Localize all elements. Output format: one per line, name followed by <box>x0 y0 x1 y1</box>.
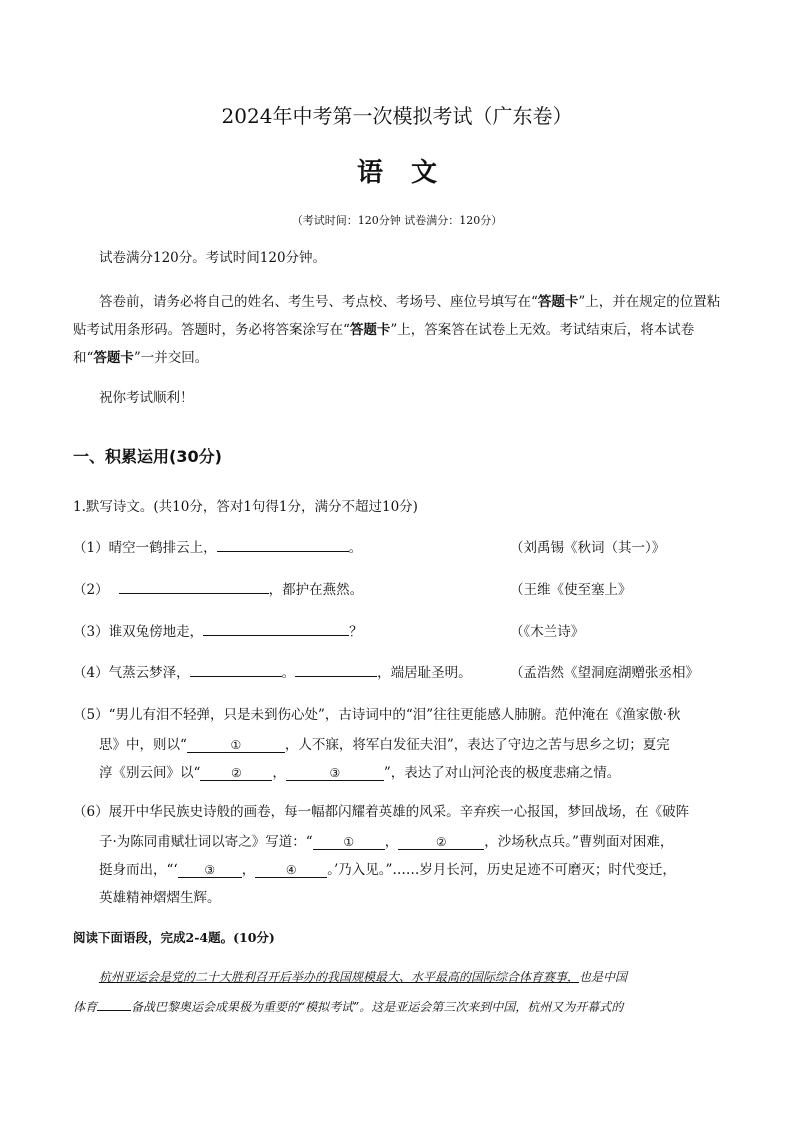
question-1-intro: 1.默写诗文。(共10分，答对1句得1分，满分不超过10分) <box>73 499 418 515</box>
answer-blank[interactable]: ① <box>187 738 285 753</box>
q1-item-2: （2） ，都护在燕然。 <box>73 578 363 598</box>
answer-blank[interactable]: ② <box>200 766 272 781</box>
q1-item-5-line-3: 淳《别云间》以“ ② ， ③ ”，表达了对山河沦丧的极度悲痛之情。 <box>99 765 621 781</box>
q1-source-1: （刘禹锡《秋词（其一）》 <box>510 540 666 556</box>
answer-blank[interactable] <box>190 662 282 677</box>
time-info: （考试时间：120分钟 试卷满分：120分） <box>291 214 503 227</box>
q1-item-6-line-4: 英雄精神熠熠生辉。 <box>99 890 221 906</box>
q1-item-3: （3）谁双兔傍地走， ？ <box>73 620 363 640</box>
answer-blank[interactable]: ③ <box>178 863 242 878</box>
note-instructions: 答卷前，请务必将自己的姓名、考生号、考点校、考场号、座位号填写在“答题卡”上，并在规定的位置粘贴考试用条形码。答题时，务必将答案涂写在“答题卡”上，答案答在试卷上无效。考试结束后，将本试卷和“答题卡”一并交回。 <box>73 294 721 366</box>
subject-title: 语文 <box>356 158 465 188</box>
q1-item-6-line-3: 挺身而出，“‘ ③ ， ④ 。’乃入见。”……岁月长河，历史足迹不可磨灭；时代变迁， <box>99 862 676 878</box>
answer-blank[interactable] <box>295 662 377 677</box>
answer-blank[interactable] <box>217 537 349 552</box>
q1-item-4: （4）气蒸云梦泽， 。 ，端居耻圣明。 <box>73 661 472 681</box>
q1-source-4: （孟浩然《望洞庭湖赠张丞相》 <box>510 665 699 681</box>
answer-blank[interactable]: ① <box>313 835 385 850</box>
reading-passage-line-2: 体育 备战巴黎奥运会成果极为重要的“模拟考试”。这是亚运会第三次来到中国，杭州又为开幕式的 <box>73 992 623 1022</box>
q1-source-2: （王维《使至塞上》 <box>510 582 632 598</box>
reading-passage-line-1: 杭州亚运会是党的二十大胜利召开后举办的我国规模最大、水平最高的国际综合体育赛事，也是中国 <box>99 970 628 984</box>
answer-blank[interactable] <box>119 579 269 594</box>
answer-blank[interactable]: ② <box>398 835 484 850</box>
reading-instruction: 阅读下面语段，完成2-4题。(10分) <box>73 930 275 945</box>
q1-item-6-line-2: 子·为陈同甫赋壮词以寄之》写道：“ ① ， ② ，沙场秋点兵。”曹刿面对困难， <box>99 834 674 850</box>
good-luck: 祝你考试顺利！ <box>99 390 194 406</box>
q1-item-5-line-1: （5）“男儿有泪不轻弹，只是未到伤心处”，古诗词中的“泪”往往更能感人肺腑。范仲淹在《渔家傲·秋 <box>73 707 681 723</box>
q1-item-5-line-2: 思》中，则以“ ① ，人不寐，将军白发征夫泪”，表达了守边之苦与思乡之切；夏完 <box>99 737 670 753</box>
answer-blank[interactable]: ③ <box>286 766 384 781</box>
q1-item-6-line-1: （6）展开中华民族史诗般的画卷，每一幅都闪耀着英雄的风采。辛弃疾一心报国，梦回战场，在《破阵 <box>73 804 690 820</box>
q1-source-3: （《木兰诗》 <box>510 624 585 640</box>
exam-title: 2024年中考第一次模拟考试（广东卷） <box>221 104 573 128</box>
answer-blank[interactable] <box>97 996 131 1011</box>
section-heading: 一、积累运用(30分) <box>73 447 222 466</box>
q1-item-1: （1）晴空一鹤排云上， 。 <box>73 536 362 556</box>
answer-blank[interactable] <box>203 621 349 636</box>
answer-blank[interactable]: ④ <box>255 863 327 878</box>
note-score-time: 试卷满分120分。考试时间120分钟。 <box>99 250 327 266</box>
